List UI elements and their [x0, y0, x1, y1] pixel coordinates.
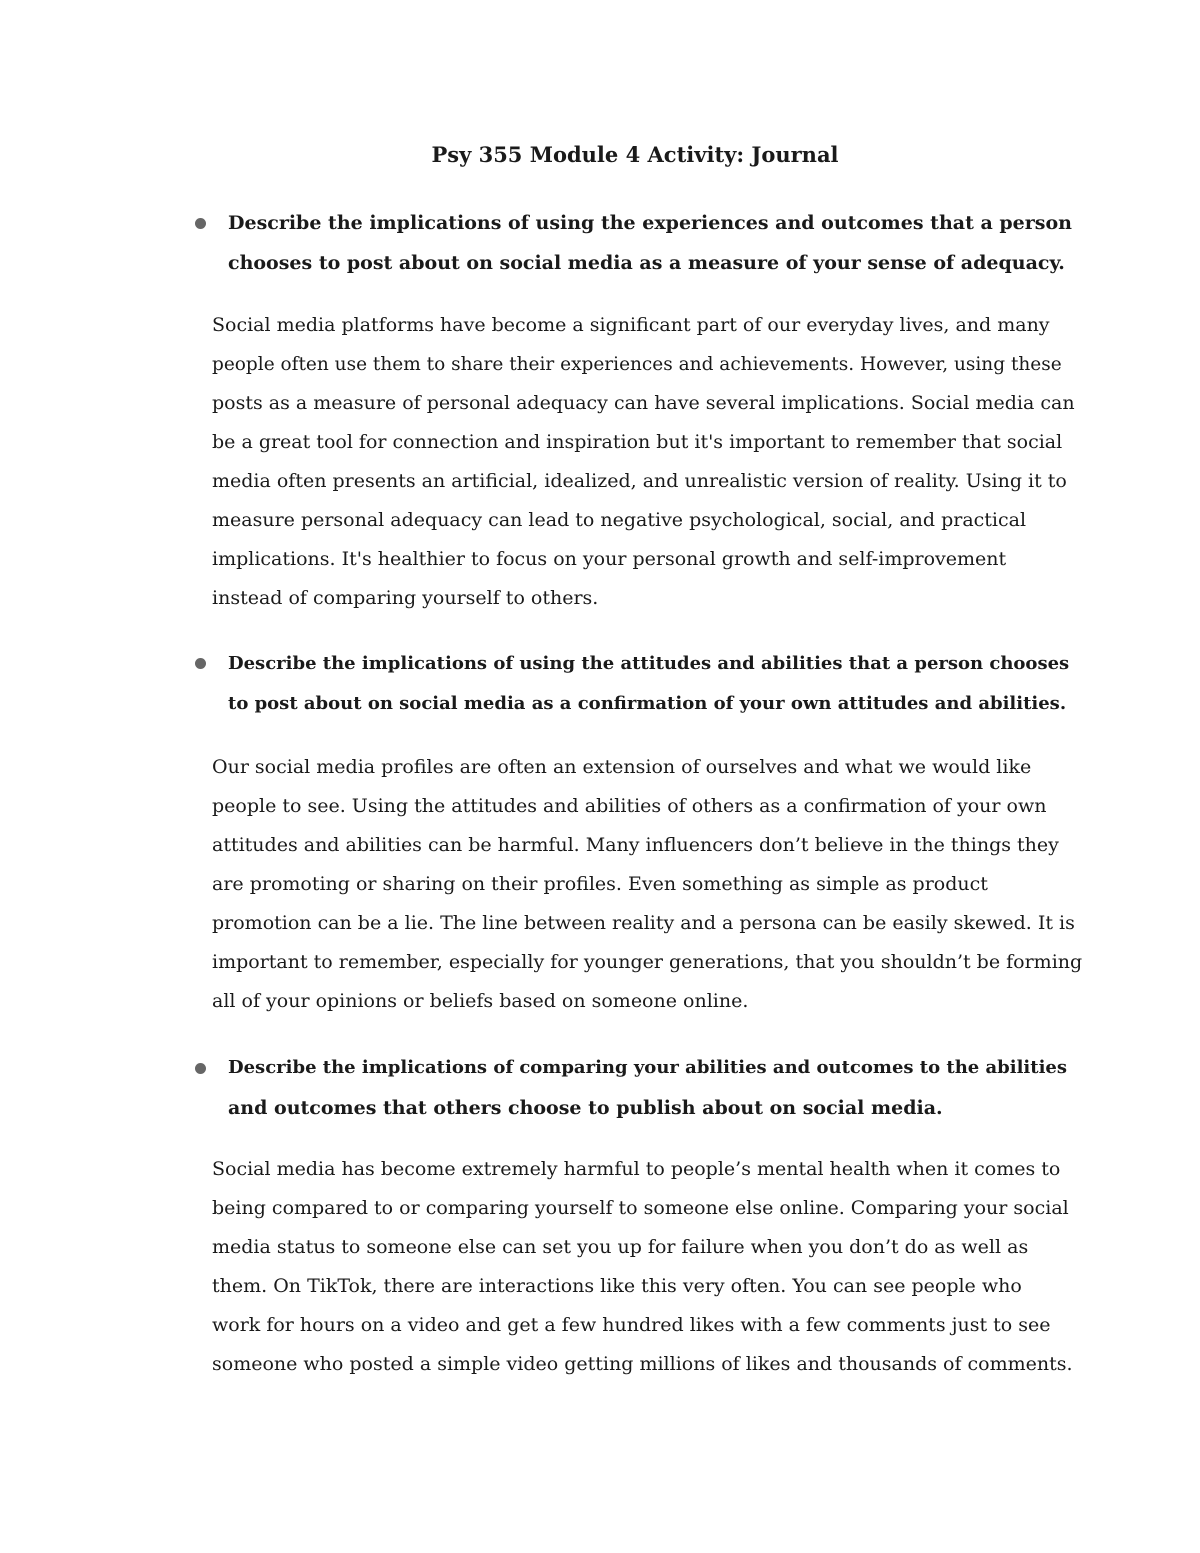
bullet-icon	[195, 658, 206, 669]
answer-line: instead of comparing yourself to others.	[212, 587, 599, 609]
question-line: Describe the implications of using the experiences and outcomes that a person	[228, 212, 1072, 234]
answer-1	[212, 306, 1082, 618]
question-line: Describe the implications of using the attitudes and abilities that a person chooses	[228, 653, 1070, 674]
question-1	[228, 203, 1088, 283]
answer-line: work for hours on a video and get a few hundred likes with a few comments just to see	[212, 1314, 1051, 1336]
question-line: chooses to post about on social media as a measure of your sense of adequacy.	[228, 252, 1065, 274]
answer-line: measure personal adequacy can lead to negative psychological, social, and practical	[212, 509, 1027, 531]
bullet-icon	[195, 218, 206, 229]
answer-3	[212, 1150, 1082, 1384]
answer-line: people to see. Using the attitudes and abilities of others as a confirmation of your own	[212, 795, 1047, 817]
answer-line: be a great tool for connection and inspiration but it's important to remember that social	[212, 431, 1063, 453]
answer-line: Social media platforms have become a significant part of our everyday lives, and many	[212, 314, 1050, 336]
answer-line: are promoting or sharing on their profiles. Even something as simple as product	[212, 873, 988, 895]
answer-line: people often use them to share their experiences and achievements. However, using these	[212, 354, 1062, 375]
answer-line: Social media has become extremely harmful to people’s mental health when it comes to	[212, 1158, 1061, 1180]
answer-line: someone who posted a simple video getting millions of likes and thousands of comments.	[212, 1353, 1073, 1375]
question-line: Describe the implications of comparing your abilities and outcomes to the abilities	[228, 1057, 1068, 1078]
answer-line: implications. It's healthier to focus on your personal growth and self-improvement	[212, 548, 1007, 570]
question-line: to post about on social media as a confirmation of your own attitudes and abilities.	[228, 693, 1067, 714]
answer-line: important to remember, especially for younger generations, that you shouldn’t be forming	[212, 951, 1083, 973]
bullet-icon	[195, 1063, 206, 1074]
answer-line: promotion can be a lie. The line between reality and a persona can be easily skewed. It is	[212, 912, 1075, 934]
answer-line: attitudes and abilities can be harmful. Many influencers don’t believe in the things they	[212, 834, 1059, 856]
answer-line: being compared to or comparing yourself to someone else online. Comparing your social	[212, 1197, 1069, 1219]
page-title: Psy 355 Module 4 Activity: Journal	[431, 142, 839, 167]
answer-line: all of your opinions or beliefs based on someone online.	[212, 990, 749, 1012]
answer-line: Our social media profiles are often an extension of ourselves and what we would like	[212, 756, 1032, 778]
question-2	[228, 644, 1088, 724]
answer-line: them. On TikTok, there are interactions like this very often. You can see people who	[212, 1275, 1022, 1297]
question-line: and outcomes that others choose to publish about on social media.	[228, 1097, 943, 1119]
answer-2	[212, 748, 1082, 1021]
answer-line: media often presents an artificial, idealized, and unrealistic version of reality. Using it to	[212, 470, 1067, 492]
question-3	[228, 1048, 1088, 1128]
answer-line: posts as a measure of personal adequacy can have several implications. Social media can	[212, 392, 1075, 414]
answer-line: media status to someone else can set you up for failure when you don’t do as well as	[212, 1236, 1029, 1258]
